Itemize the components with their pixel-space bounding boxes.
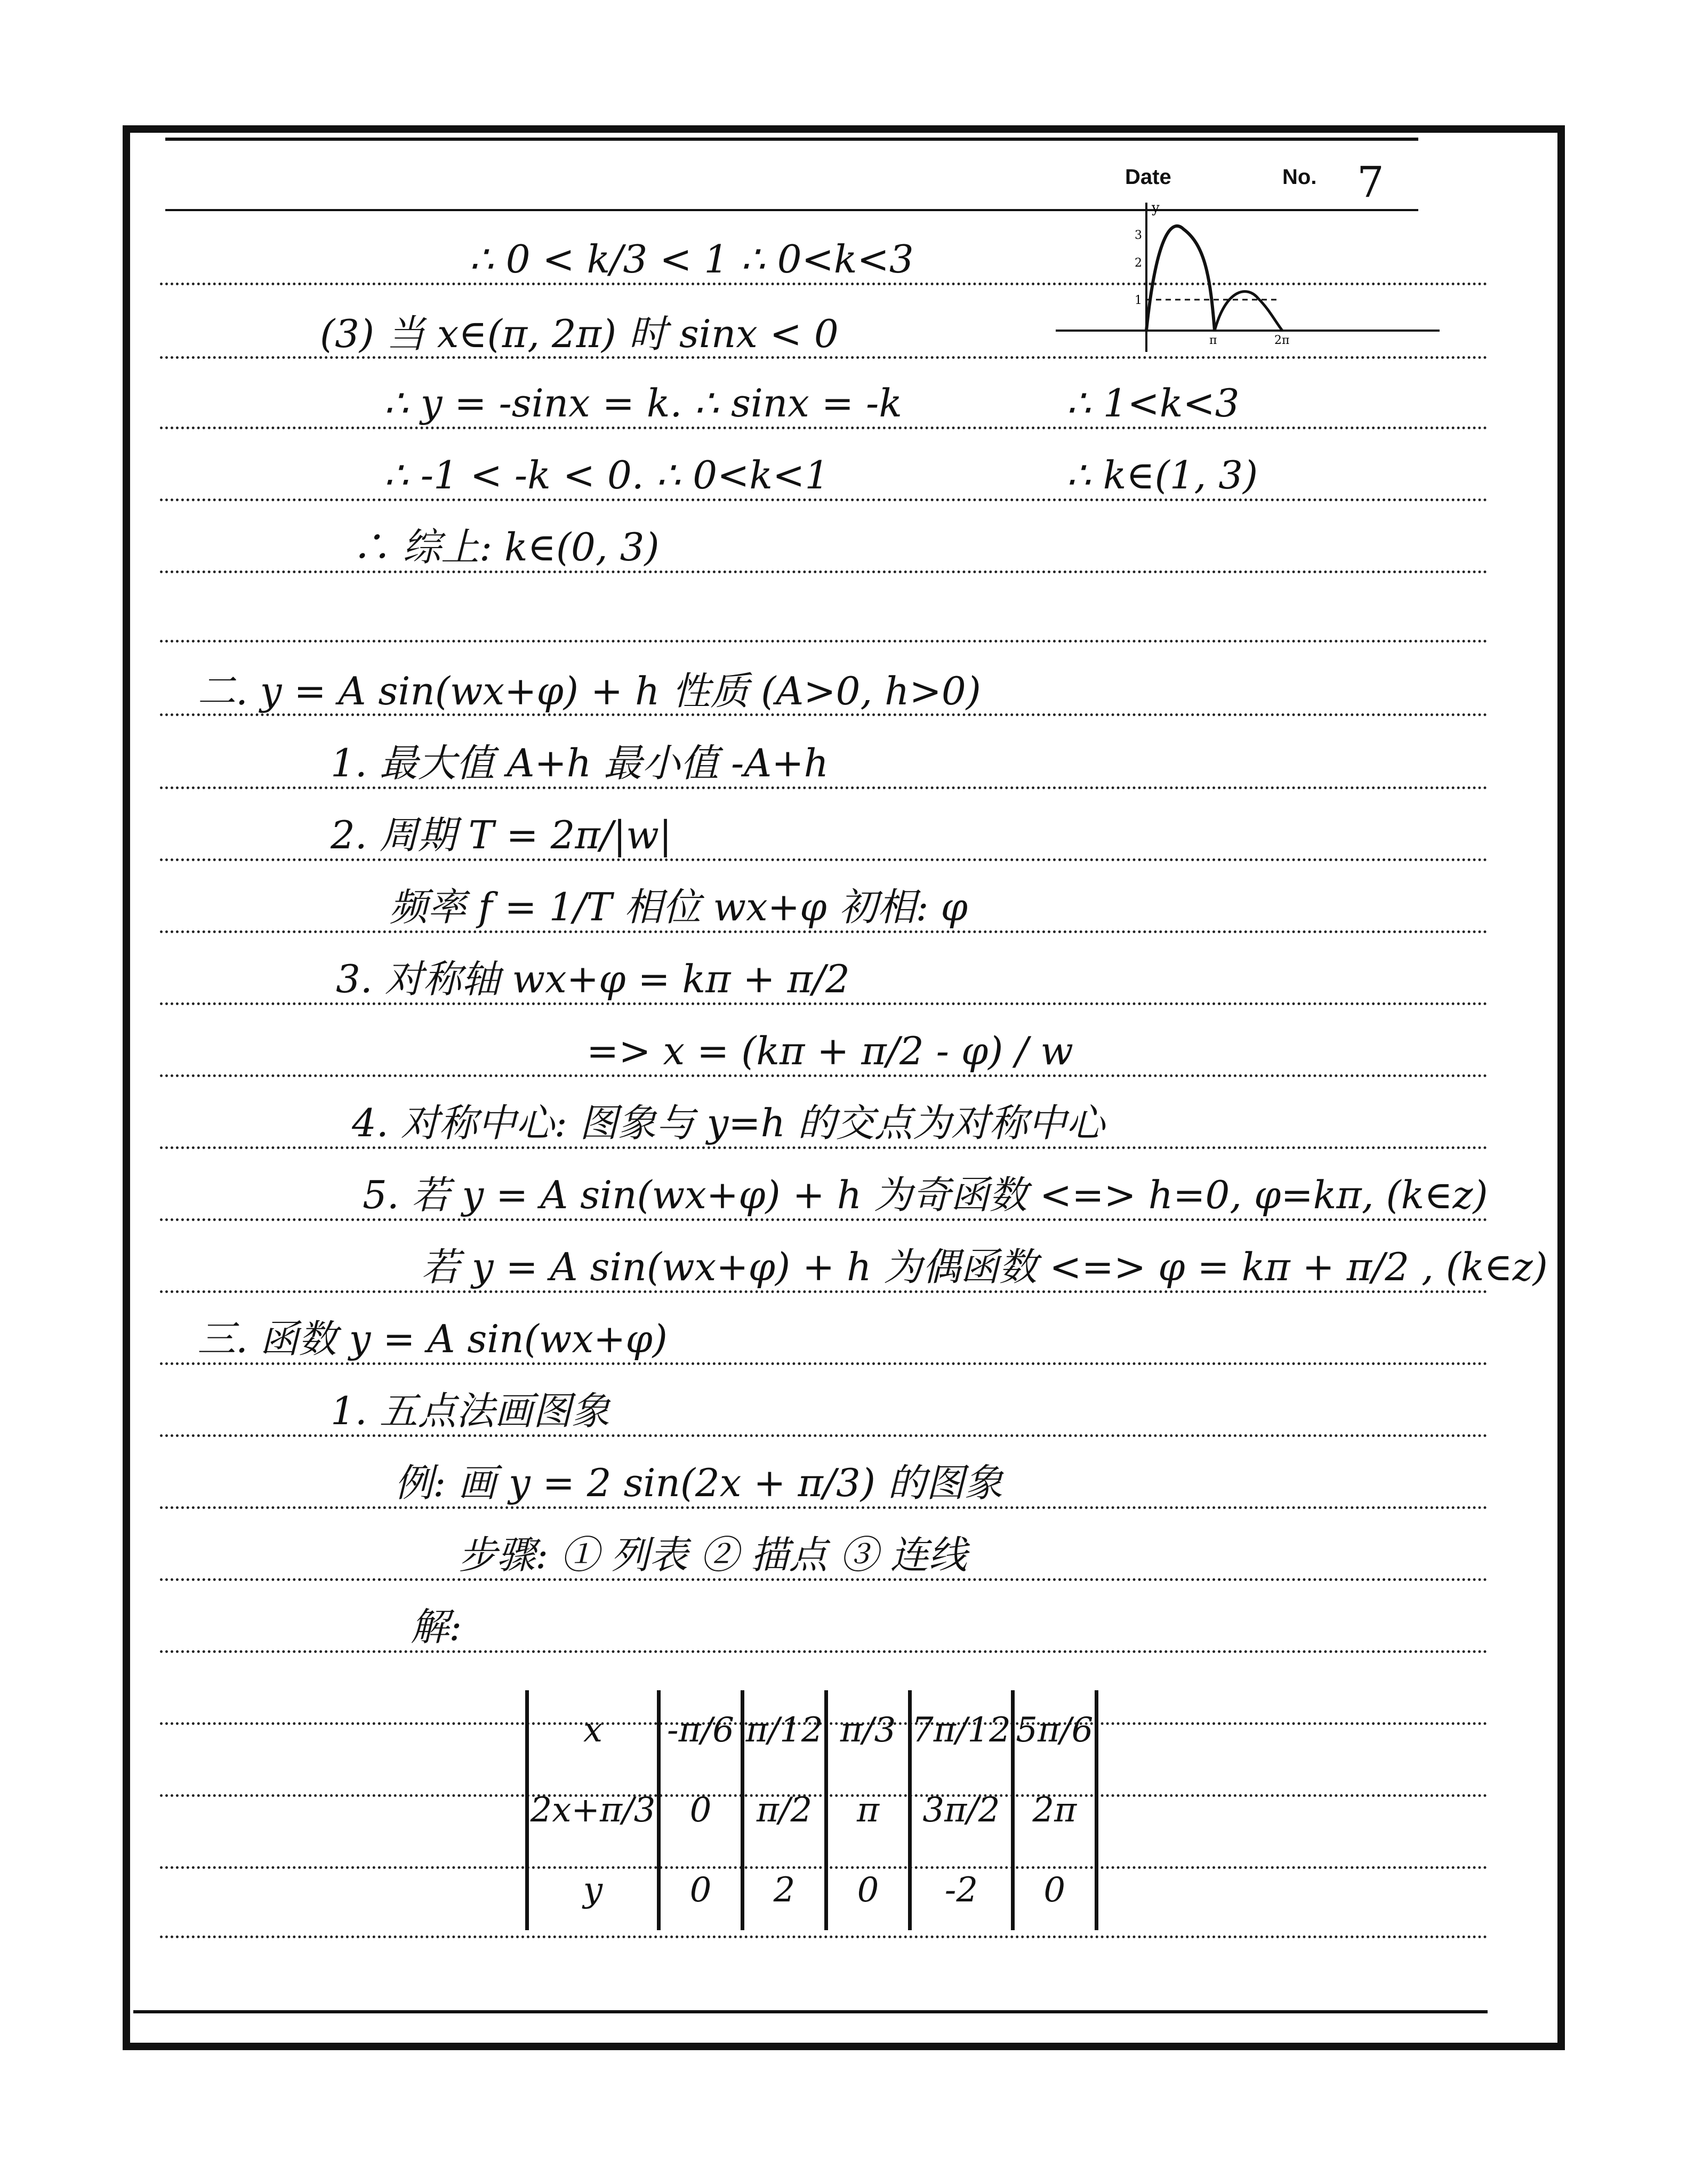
table-cell: π/3 — [826, 1690, 910, 1770]
ruled-line — [160, 1434, 1488, 1437]
ruled-line — [160, 858, 1488, 861]
ruled-line — [160, 1362, 1488, 1365]
page-number: 7 — [1357, 157, 1384, 207]
table-cell: -π/6 — [659, 1690, 743, 1770]
table-cell: 3π/2 — [910, 1770, 1013, 1850]
note-line: (3) 当 x∈(π, 2π) 时 sinx < 0 — [320, 311, 839, 356]
ruled-line — [160, 1218, 1488, 1221]
table-cell: 5π/6 — [1013, 1690, 1096, 1770]
table-cell: 2x+π/3 — [527, 1770, 659, 1850]
section-heading: 二. y = A sin(wx+φ) + h 性质 (A>0, h>0) — [197, 669, 981, 713]
ruled-line — [160, 1146, 1488, 1149]
note-line: ∴ -1 < -k < 0. ∴ 0<k<1 — [384, 453, 830, 497]
note-line: 步骤: ① 列表 ② 描点 ③ 连线 — [459, 1532, 967, 1577]
table-cell: x — [527, 1690, 659, 1770]
note-line: 5. 若 y = A sin(wx+φ) + h 为奇函数 <=> h=0, φ=kπ, (k∈z) — [363, 1173, 1488, 1217]
ruled-line — [160, 1002, 1488, 1005]
note-line: 2. 周期 T = 2π/|w| — [331, 813, 672, 857]
ruled-line — [160, 713, 1488, 716]
table-cell: 2π — [1013, 1770, 1096, 1850]
note-line: 解: — [411, 1604, 462, 1649]
note-line: 例: 画 y = 2 sin(2x + π/3) 的图象 — [395, 1460, 1003, 1505]
axis-label: y — [1152, 200, 1160, 216]
y-tick: 2 — [1135, 256, 1142, 270]
ruled-line — [160, 640, 1488, 643]
note-line: 1. 最大值 A+h 最小值 -A+h — [331, 741, 829, 785]
table-cell: 7π/12 — [910, 1690, 1013, 1770]
note-line: ∴ y = -sinx = k. ∴ sinx = -k — [384, 381, 902, 425]
y-tick: 3 — [1135, 229, 1142, 242]
ruled-line — [160, 786, 1488, 789]
section-heading: 三. 函数 y = A sin(wx+φ) — [197, 1316, 668, 1361]
note-line: => x = (kπ + π/2 - φ) / w — [587, 1029, 1074, 1073]
table-cell: π/2 — [743, 1770, 826, 1850]
ruled-line — [160, 1578, 1488, 1581]
table-cell: 0 — [1013, 1850, 1096, 1930]
ruled-line — [160, 930, 1488, 933]
top-rule — [165, 138, 1418, 141]
note-line: 4. 对称中心: 图象与 y=h 的交点为对称中心 — [352, 1101, 1105, 1145]
note-line: 若 y = A sin(wx+φ) + h 为偶函数 <=> φ = kπ + π/2 , (k∈z) — [421, 1244, 1548, 1289]
sketch-curve-small — [1215, 292, 1282, 331]
bottom-rule — [133, 2010, 1488, 2013]
ruled-line — [160, 1650, 1488, 1653]
table-cell: 0 — [659, 1850, 743, 1930]
table-cell: 0 — [659, 1770, 743, 1850]
note-line: 频率 f = 1/T 相位 wx+φ 初相: φ — [389, 885, 968, 929]
ruled-line — [160, 1506, 1488, 1509]
table-cell: π — [826, 1770, 910, 1850]
table-row — [527, 1770, 1097, 1850]
no-label: No. — [1282, 165, 1317, 189]
side-note: ∴ 1<k<3 — [1066, 381, 1240, 425]
note-line: ∴ 综上: k∈(0, 3) — [352, 525, 660, 569]
y-tick: 1 — [1135, 294, 1142, 307]
table-cell: π/12 — [743, 1690, 826, 1770]
date-label: Date — [1125, 165, 1171, 189]
table-cell: 2 — [743, 1850, 826, 1930]
note-line: 3. 对称轴 wx+φ = kπ + π/2 — [336, 957, 850, 1001]
side-note: ∴ k∈(1, 3) — [1066, 453, 1258, 497]
note-line: ∴ 0 < k/3 < 1 ∴ 0<k<3 — [469, 237, 914, 282]
ruled-line — [160, 499, 1488, 501]
ruled-line — [160, 571, 1488, 573]
ruled-line — [160, 427, 1488, 429]
sine-sketch-graph — [1045, 197, 1450, 357]
table-cell: 0 — [826, 1850, 910, 1930]
ruled-line — [160, 1074, 1488, 1077]
x-tick: 2π — [1274, 334, 1290, 347]
five-point-table — [525, 1690, 1098, 1930]
table-cell: y — [527, 1850, 659, 1930]
ruled-line — [160, 1290, 1488, 1293]
table-row — [527, 1850, 1097, 1930]
note-line: 1. 五点法画图象 — [331, 1388, 610, 1433]
table-row — [527, 1690, 1097, 1770]
table-cell: -2 — [910, 1850, 1013, 1930]
x-tick: π — [1209, 334, 1217, 347]
sketch-curve-main — [1146, 226, 1215, 331]
ruled-line — [160, 1936, 1488, 1938]
